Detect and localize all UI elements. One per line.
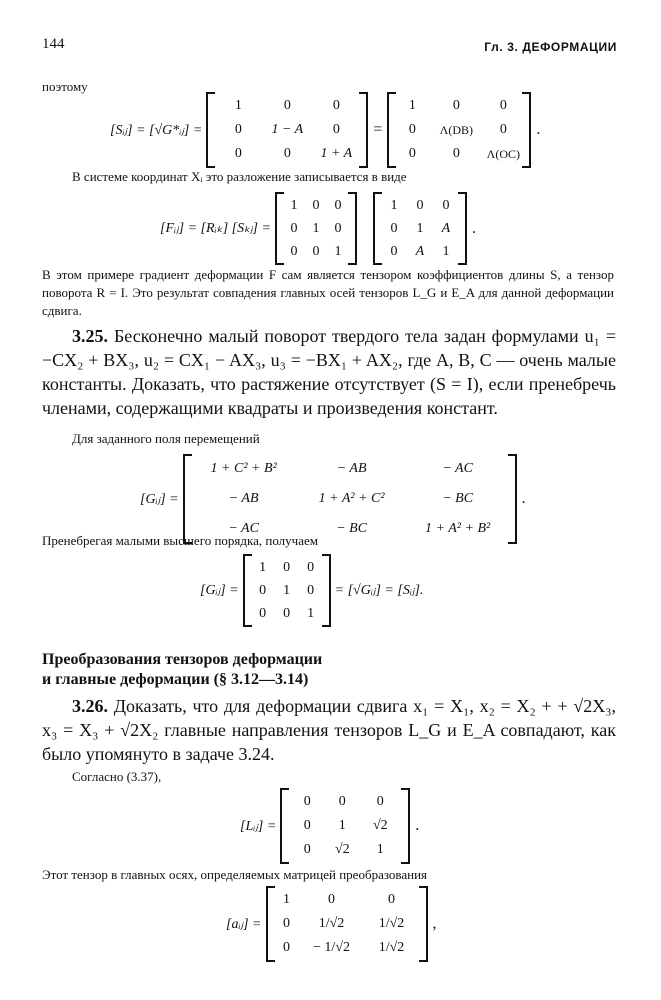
matrix-cell: √2 — [334, 842, 350, 857]
matrix-cell: − AB — [228, 491, 259, 506]
paragraph-according: Согласно (3.37), — [72, 769, 162, 784]
matrix-cell: 0 — [259, 582, 267, 598]
matrix-cell: Λ(OC) — [486, 146, 521, 161]
matrix-cell: 1 — [283, 582, 291, 598]
matrix-cell: 1 — [338, 818, 346, 833]
matrix-cell: 0 — [283, 98, 291, 113]
equation-g-identity — [200, 554, 427, 627]
chapter-header: Гл. 3. ДЕФОРМАЦИИ — [484, 40, 617, 54]
matrix-cell: 0 — [388, 892, 396, 907]
problem-number: 3.25. — [72, 326, 108, 346]
paragraph-therefore: поэтому — [42, 79, 88, 94]
matrix-cell: 1 — [416, 220, 424, 236]
matrix-cell: − AC — [228, 521, 259, 536]
matrix-cell: 1 — [442, 243, 450, 259]
matrix-cell: 1/√2 — [378, 916, 405, 931]
eq1-end: . — [536, 121, 541, 138]
page-number: 144 — [42, 36, 65, 52]
matrix-cell: 1 + A² + C² — [318, 491, 385, 506]
matrix-cell: 0 — [408, 146, 416, 161]
problem-3-26 — [42, 694, 616, 766]
matrix-cell: 0 — [290, 243, 298, 259]
equation-l-matrix — [240, 788, 424, 864]
equation-a-matrix — [226, 886, 442, 962]
paragraph-principal-axes: Этот тензор в главных осях, определяемых матрицей преобразования — [42, 867, 428, 882]
eq1-equals: = — [373, 121, 383, 138]
section-heading-line-1: Преобразования тензоров деформации — [42, 651, 323, 668]
matrix-cell: 0 — [332, 98, 340, 113]
matrix-cell: 0 — [312, 243, 320, 259]
matrix-cell: 0 — [452, 98, 460, 113]
paragraph-displacement-field: Для заданного поля перемещений — [72, 431, 260, 446]
matrix-cell: − AB — [336, 461, 367, 476]
matrix-cell: 1 — [390, 197, 398, 213]
problem-3-25 — [42, 324, 616, 420]
equation-f-matrix — [160, 192, 481, 265]
matrix-cell: 0 — [499, 122, 507, 137]
matrix-cell: A — [415, 243, 425, 259]
matrix-cell: 0 — [307, 559, 315, 575]
problem-text: Бесконечно малый поворот твердого тела задан формулами u₁ = −CX₂ + BX₃, u₂ = CX₁ − AX₃, u₃ = −BX₁ + AX₂, где A, B, C — очень малые константы. Доказать, что растяжение отсутствует (S = I), если пренебречь членами, содержащими квадраты и произведения констант. — [42, 326, 616, 418]
matrix-s-1 — [206, 92, 368, 168]
problem-text: Доказать, что для деформации сдвига x₁ = X₁, x₂ = X₂ + + √2X₃, x₃ = X₃ + √2X₂ главные направления тензоров L_G и E_A совпадают, как было упомянуто в задаче 3.24. — [42, 696, 617, 764]
eq4-lhs: [Gᵢⱼ] = — [200, 583, 239, 598]
eq1-lhs: [Sᵢⱼ] = [√G*ᵢⱼ] = — [110, 122, 203, 138]
matrix-cell: 0 — [334, 197, 342, 213]
matrix-cell: 1/√2 — [318, 916, 345, 931]
matrix-cell: 1 − A — [271, 122, 304, 137]
matrix-cell: 0 — [303, 794, 311, 809]
matrix-cell: 0 — [332, 122, 340, 137]
eq4-rhs: = [√Gᵢⱼ] = [Sᵢⱼ]. — [334, 583, 424, 598]
matrix-cell: 1 + A — [320, 146, 353, 161]
matrix-cell: 0 — [307, 582, 315, 598]
matrix-cell: 0 — [376, 794, 384, 809]
eq5-end: . — [415, 817, 420, 834]
matrix-cell: 0 — [259, 605, 267, 621]
eq2-lhs: [Fᵢⱼ] = [Rᵢₖ] [Sₖⱼ] = — [160, 221, 271, 236]
matrix-cell: 1 + C² + B² — [210, 461, 277, 476]
matrix-cell: 0 — [283, 940, 291, 955]
matrix-cell: 0 — [283, 605, 291, 621]
matrix-cell: 0 — [283, 559, 291, 575]
paragraph-example-note: В этом примере градиент деформации F сам является тензором коэффициентов длины S, а тензор поворота R = I. Это результат совпадения главных осей тензоров L_G и E_A для данной деформации сдвига. — [42, 267, 614, 318]
matrix-cell: A — [441, 220, 451, 236]
matrix-cell: 1 — [290, 197, 298, 213]
matrix-cell: 0 — [303, 818, 311, 833]
matrix-cell: − BC — [442, 491, 474, 506]
matrix-cell: Λ(DB) — [439, 122, 474, 137]
matrix-cell: 1 — [334, 243, 342, 259]
eq6-lhs: [aᵢⱼ] = — [226, 916, 262, 932]
matrix-cell: 1 — [307, 605, 315, 621]
matrix-cell: − AC — [442, 461, 473, 476]
matrix-s-product — [373, 192, 467, 265]
matrix-s-2 — [387, 92, 531, 168]
matrix-cell: 0 — [303, 842, 311, 857]
matrix-cell: 0 — [328, 892, 336, 907]
matrix-cell: 0 — [234, 146, 242, 161]
matrix-cell: 0 — [312, 197, 320, 213]
problem-number: 3.26. — [72, 696, 108, 716]
matrix-identity — [243, 554, 331, 627]
matrix-cell: 0 — [283, 146, 291, 161]
matrix-cell: √2 — [372, 818, 388, 833]
matrix-cell: 1 — [376, 842, 384, 857]
matrix-cell: 0 — [499, 98, 507, 113]
matrix-cell: 1/√2 — [378, 940, 405, 955]
matrix-a — [266, 886, 428, 962]
eq2-end: . — [471, 219, 476, 237]
matrix-cell: − 1/√2 — [313, 940, 350, 955]
matrix-cell: 0 — [334, 220, 342, 236]
eq3-lhs: [Gᵢⱼ] = — [140, 491, 179, 507]
matrix-l — [280, 788, 410, 864]
matrix-cell: 1 — [234, 98, 242, 113]
matrix-cell: 1 — [283, 892, 291, 907]
matrix-cell: 0 — [442, 197, 450, 213]
matrix-cell: 0 — [283, 916, 291, 931]
matrix-cell: 0 — [290, 220, 298, 236]
equation-s-matrix — [110, 92, 545, 168]
matrix-cell: 0 — [338, 794, 346, 809]
eq3-end: . — [521, 490, 526, 507]
matrix-cell: 0 — [234, 122, 242, 137]
matrix-cell: 1 + A² + B² — [425, 521, 491, 536]
matrix-cell: 0 — [408, 122, 416, 137]
eq6-end: , — [432, 915, 437, 932]
paragraph-neglecting: Пренебрегая малыми высшего порядка, получаем — [42, 533, 318, 548]
matrix-cell: 0 — [390, 220, 398, 236]
matrix-cell: 0 — [416, 197, 424, 213]
matrix-cell: 0 — [390, 243, 398, 259]
matrix-cell: 0 — [452, 146, 460, 161]
section-heading-line-2: и главные деформации (§ 3.12—3.14) — [42, 671, 309, 688]
matrix-r — [275, 192, 357, 265]
matrix-cell: − BC — [336, 521, 368, 536]
matrix-cell: 1 — [259, 559, 267, 575]
paragraph-coord-system: В системе координат Xᵢ это разложение записывается в виде — [72, 169, 407, 184]
matrix-cell: 1 — [408, 98, 416, 113]
eq5-lhs: [Lᵢⱼ] = — [240, 818, 277, 834]
matrix-cell: 1 — [312, 220, 320, 236]
section-heading — [42, 650, 322, 690]
